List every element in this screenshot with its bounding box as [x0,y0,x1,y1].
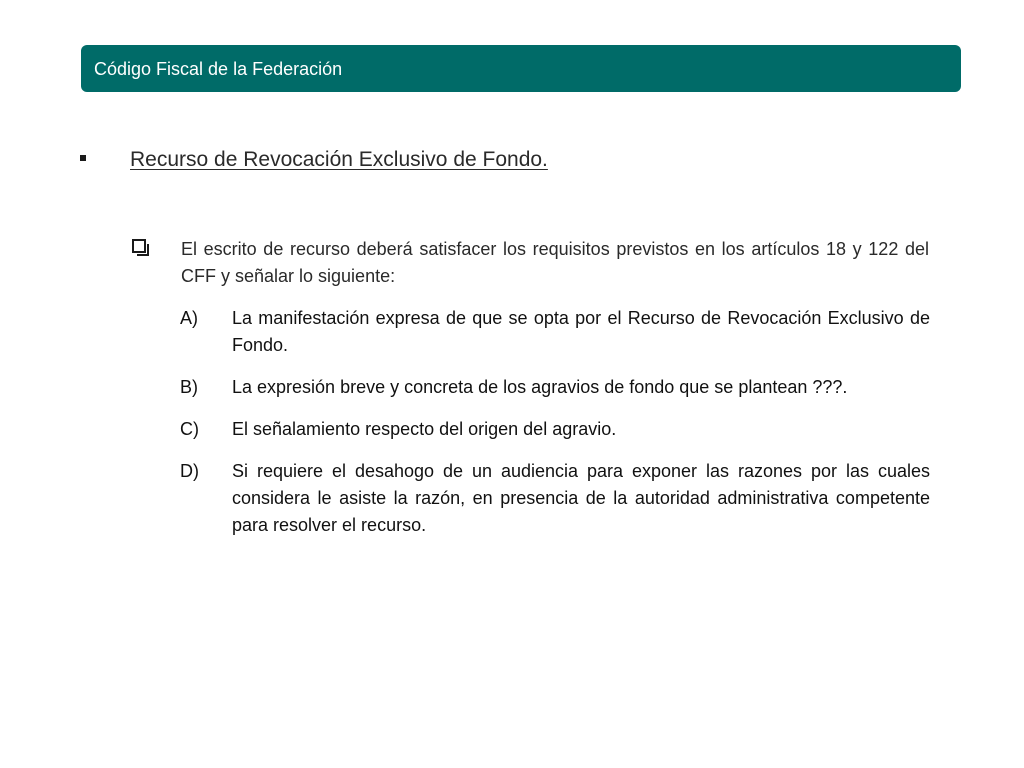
list-item [180,458,930,539]
list-item [180,374,930,401]
square-bullet-icon [80,155,86,161]
list-item-text: La manifestación expresa de que se opta por el Recurso de Revocación Exclusivo de Fondo. [232,308,930,355]
header-title: Código Fiscal de la Federación [94,58,343,79]
list-item-letter: C) [180,419,199,439]
section-title: Recurso de Revocación Exclusivo de Fondo. [130,148,548,171]
list-item-letter: B) [180,377,198,397]
header-bar [81,45,961,92]
list-item-letter: D) [180,461,199,481]
list-item-text: Si requiere el desahogo de un audiencia para exponer las razones por las cuales considera le asiste la razón, en presencia de la autoridad administrativa competente para resolver el recurso. [232,461,930,535]
intro-text: El escrito de recurso deberá satisfacer los requisitos previstos en los artículos 18 y 122 del CFF y señalar lo siguiente: [181,239,929,286]
list-item-letter: A) [180,308,198,328]
list-item-text: La expresión breve y concreta de los agravios de fondo que se plantean ???. [232,377,848,397]
requirements-list [180,305,930,554]
list-item [180,305,930,359]
list-item [180,416,930,443]
list-item-text: El señalamiento respecto del origen del agravio. [232,419,617,439]
checkbox-bullet-icon [132,239,146,253]
